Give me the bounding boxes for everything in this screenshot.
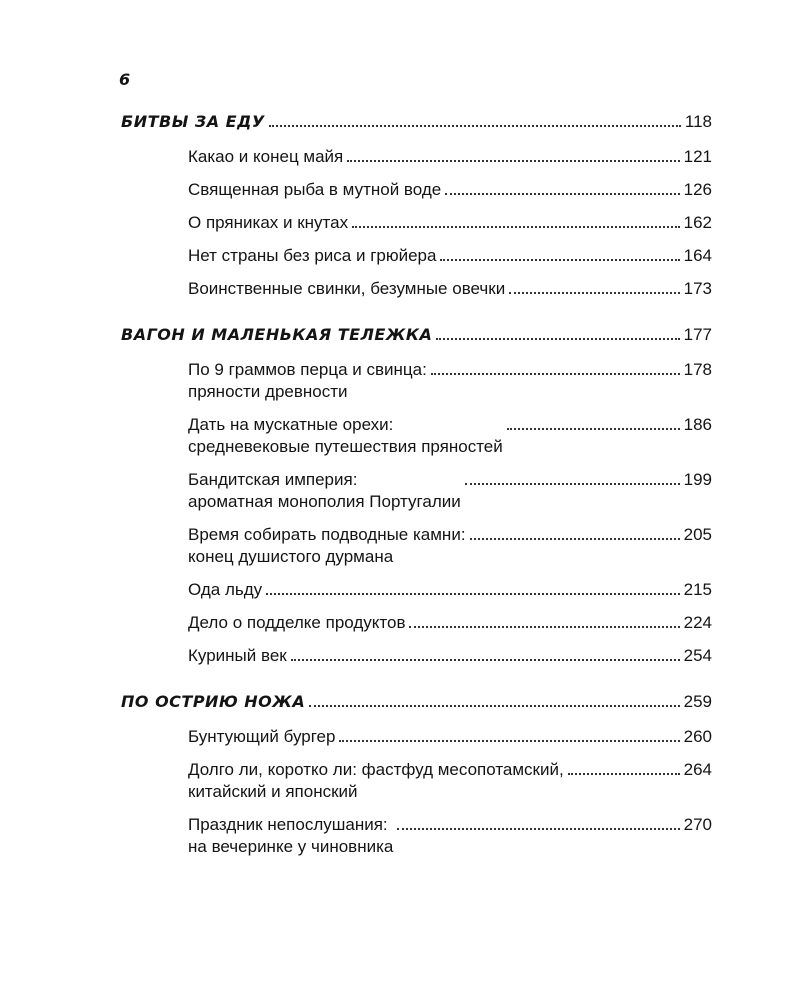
toc-entry[interactable] [188,414,712,458]
toc-entry[interactable] [188,579,712,601]
toc-entry[interactable] [188,359,712,403]
toc-section [121,325,712,667]
entry-title: Бандитская империя: ароматная монополия Португалии [188,470,461,511]
entry-page-number: 173 [683,279,712,298]
entry-page-number: 162 [683,213,712,232]
dot-leader [352,226,680,228]
dot-leader [409,626,679,628]
entry-page-number: 199 [683,470,712,489]
entry-page-number: 215 [683,580,712,599]
entry-title: Праздник непослушания: на вечеринке у чиновника [188,815,394,856]
entry-page-number: 164 [683,246,712,265]
entry-page-number: 121 [683,147,712,166]
entry-title: Нет страны без риса и грюйера [188,246,437,265]
entry-title: По 9 граммов перца и свинца: пряности древности [188,360,427,401]
entry-page-number: 178 [683,360,712,379]
section-page-number: 118 [684,112,712,131]
entry-page-number: 260 [683,727,712,746]
entry-title: Долго ли, коротко ли: фастфуд месопотамский, китайский и японский [188,760,564,801]
entry-title: Дать на мускатные орехи: средневековые путешествия пряностей [188,415,503,456]
entry-page-number: 126 [683,180,712,199]
dot-leader [266,593,679,595]
section-heading[interactable] [121,692,712,718]
section-heading[interactable] [121,112,712,138]
dot-leader [431,373,680,375]
entry-title: Священная рыба в мутной воде [188,180,442,199]
section-title: ВАГОН И МАЛЕНЬКАЯ ТЕЛЕЖКА [121,325,433,344]
entry-page-number: 186 [683,415,712,434]
dot-leader [507,428,680,430]
entry-title: О пряниках и кнутах [188,213,349,232]
dot-leader [465,483,680,485]
toc-entry[interactable] [188,524,712,568]
section-heading[interactable] [121,325,712,351]
entry-title: Какао и конец майя [188,147,344,166]
table-of-contents [121,112,712,883]
toc-entry[interactable] [188,645,712,667]
entry-page-number: 254 [683,646,712,665]
toc-entry[interactable] [188,179,712,201]
entry-title: Куриный век [188,646,287,665]
dot-leader [347,160,679,162]
dot-leader [470,538,680,540]
entry-title: Дело о подделке продуктов [188,613,406,632]
toc-entry[interactable] [188,245,712,267]
entry-title: Бунтующий бургер [188,727,336,746]
entry-title: Ода льду [188,580,263,599]
entry-page-number: 264 [683,760,712,779]
section-page-number: 177 [683,325,712,344]
page-number: 6 [119,70,131,89]
entry-title: Время собирать подводные камни: конец душистого дурмана [188,525,466,566]
section-page-number: 259 [683,692,712,711]
dot-leader [445,193,679,195]
dot-leader [269,125,681,127]
dot-leader [291,659,680,661]
toc-section [121,112,712,300]
toc-entry[interactable] [188,146,712,168]
dot-leader [568,773,680,775]
dot-leader [309,705,679,707]
toc-entry[interactable] [188,814,712,858]
section-title: БИТВЫ ЗА ЕДУ [121,112,265,131]
dot-leader [436,338,679,340]
dot-leader [440,259,679,261]
toc-section [121,692,712,858]
dot-leader [509,292,679,294]
toc-entry[interactable] [188,212,712,234]
dot-leader [339,740,679,742]
entry-page-number: 205 [683,525,712,544]
dot-leader [397,828,679,830]
toc-entry[interactable] [188,278,712,300]
toc-entry[interactable] [188,469,712,513]
toc-entry[interactable] [188,759,712,803]
toc-entry[interactable] [188,612,712,634]
entry-page-number: 270 [683,815,712,834]
entry-page-number: 224 [683,613,712,632]
entry-title: Воинственные свинки, безумные овечки [188,279,506,298]
section-title: ПО ОСТРИЮ НОЖА [121,692,306,711]
toc-entry[interactable] [188,726,712,748]
